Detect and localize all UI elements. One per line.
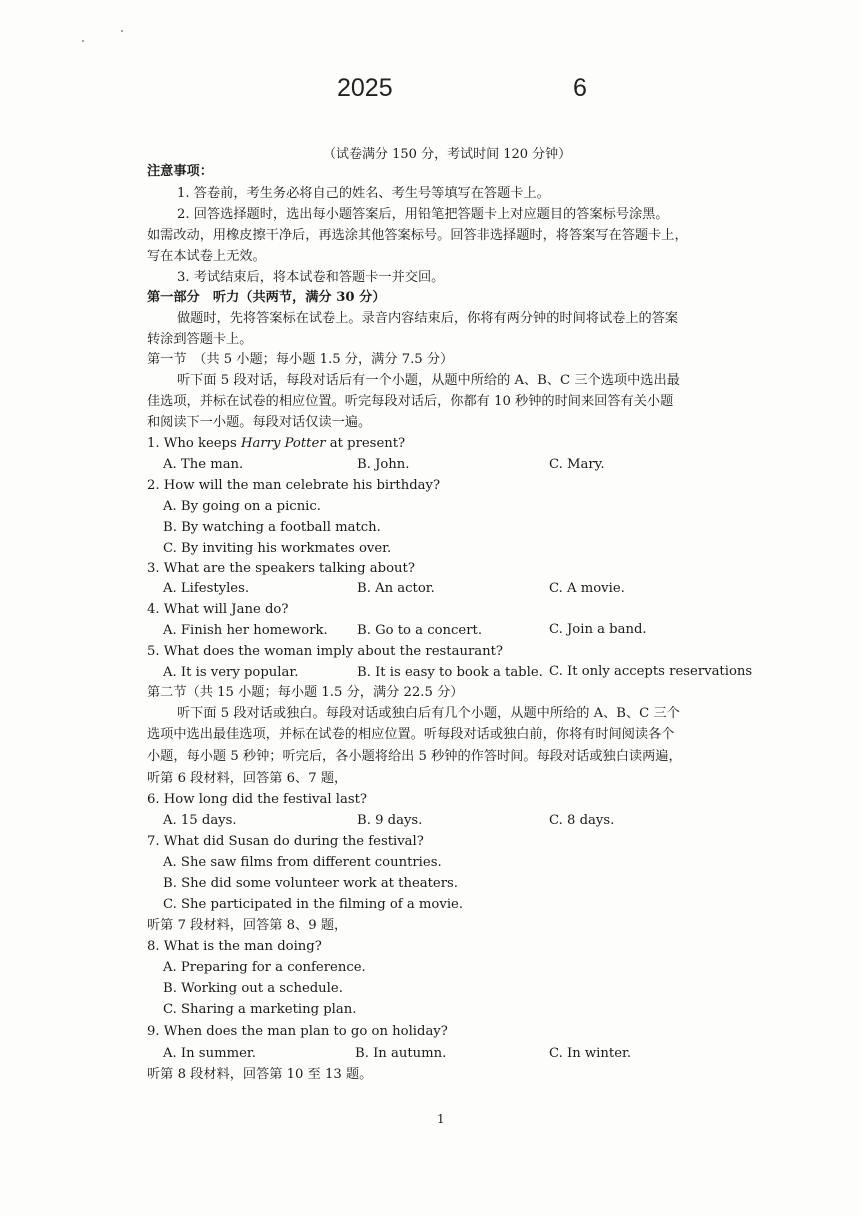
option-b: B. Working out a schedule. <box>163 981 343 996</box>
option-b: B. By watching a football match. <box>163 520 381 535</box>
section2-instruction: 听下面 5 段对话或独白。每段对话或独白后有几个小题，从题中所给的 A、B、C 三个 <box>177 706 680 721</box>
scan-speck <box>82 40 84 42</box>
option-b: B. John. <box>357 457 410 472</box>
section2-instruction: 听第 6 段材料，回答第 6、7 题， <box>147 771 348 786</box>
scan-speck <box>121 30 123 32</box>
option-b: B. It is easy to book a table. <box>357 665 543 680</box>
book-title: Harry Potter <box>240 436 326 451</box>
option-b: B. An actor. <box>357 581 435 596</box>
question-8: 8. What is the man doing? <box>147 939 322 954</box>
note-line: 写在本试卷上无效。 <box>147 249 266 264</box>
option-a: A. Preparing for a conference. <box>163 960 366 975</box>
option-a: A. Finish her homework. <box>163 623 328 638</box>
section1-title: 第一节 （共 5 小题；每小题 1.5 分，满分 7.5 分） <box>147 352 454 367</box>
question-3: 3. What are the speakers talking about? <box>147 561 415 576</box>
exam-subtitle: （试卷满分 150 分，考试时间 120 分钟） <box>323 147 572 162</box>
option-c: C. 8 days. <box>549 813 615 828</box>
option-a: A. It is very popular. <box>163 665 299 680</box>
section1-instruction: 和阅读下一小题。每段对话仅读一遍。 <box>147 415 372 430</box>
option-c: C. Join a band. <box>549 622 647 637</box>
question-1: 1. Who keeps Harry Potter at present? <box>147 436 406 451</box>
option-b: B. In autumn. <box>355 1046 447 1061</box>
section2-instruction: 选项中选出最佳选项，并标在试卷的相应位置。听每段对话或独白前，你将有时间阅读各个 <box>147 727 675 742</box>
material-8-note: 听第 8 段材料，回答第 10 至 13 题。 <box>147 1067 373 1082</box>
option-b: B. She did some volunteer work at theaters. <box>163 876 458 891</box>
option-c: C. She participated in the filming of a movie. <box>163 897 464 912</box>
option-b: B. Go to a concert. <box>357 623 483 638</box>
question-4: 4. What will Jane do? <box>147 602 289 617</box>
header-year: 2025 <box>337 74 393 102</box>
section2-title: 第二节（共 15 小题；每小题 1.5 分，满分 22.5 分） <box>147 685 464 700</box>
question-6: 6. How long did the festival last? <box>147 792 367 807</box>
note-line: 3. 考试结束后，将本试卷和答题卡一并交回。 <box>177 270 445 285</box>
question-9: 9. When does the man plan to go on holiday? <box>147 1024 448 1039</box>
note-line: 如需改动，用橡皮擦干净后，再选涂其他答案标号。回答非选择题时，将答案写在答题卡上， <box>147 228 688 243</box>
option-a: A. She saw films from different countries. <box>163 855 442 870</box>
option-a: A. The man. <box>163 457 244 472</box>
question-2: 2. How will the man celebrate his birthday? <box>147 478 441 493</box>
material-7-note: 听第 7 段材料，回答第 8、9 题， <box>147 918 348 933</box>
option-a: A. By going on a picnic. <box>163 499 321 514</box>
part1-title: 第一部分 听力（共两节，满分 30 分） <box>147 290 386 305</box>
page-number: 1 <box>437 1112 445 1126</box>
option-c: C. It only accepts reservations <box>549 664 753 679</box>
option-a: A. In summer. <box>163 1046 256 1061</box>
part1-instruction: 转涂到答题卡上。 <box>147 332 253 347</box>
notes-title: 注意事项： <box>147 164 213 179</box>
section1-instruction: 听下面 5 段对话，每段对话后有一个小题，从题中所给的 A、B、C 三个选项中选出最 <box>177 373 680 388</box>
option-a: A. Lifestyles. <box>163 581 250 596</box>
option-b: B. 9 days. <box>357 813 423 828</box>
option-c: C. Sharing a marketing plan. <box>163 1002 357 1017</box>
option-c: C. Mary. <box>549 457 605 472</box>
part1-instruction: 做题时，先将答案标在试卷上。录音内容结束后，你将有两分钟的时间将试卷上的答案 <box>177 311 679 326</box>
note-line: 1. 答卷前，考生务必将自己的姓名、考生号等填写在答题卡上。 <box>177 186 550 201</box>
option-a: A. 15 days. <box>163 813 237 828</box>
option-c: C. In winter. <box>549 1046 632 1061</box>
section1-instruction: 佳选项，并标在试卷的相应位置。听完每段对话后，你都有 10 秒钟的时间来回答有关小题 <box>147 394 674 409</box>
option-c: C. A movie. <box>549 581 625 596</box>
note-line: 2. 回答选择题时，选出每小题答案后，用铅笔把答题卡上对应题目的答案标号涂黑。 <box>177 207 669 222</box>
question-7: 7. What did Susan do during the festival? <box>147 834 424 849</box>
section2-instruction: 小题，每小题 5 秒钟；听完后，各小题将给出 5 秒钟的作答时间。每段对话或独白读两遍， <box>147 749 682 764</box>
question-5: 5. What does the woman imply about the restaurant? <box>147 644 503 659</box>
header-month: 6 <box>573 74 587 102</box>
option-c: C. By inviting his workmates over. <box>163 541 392 556</box>
